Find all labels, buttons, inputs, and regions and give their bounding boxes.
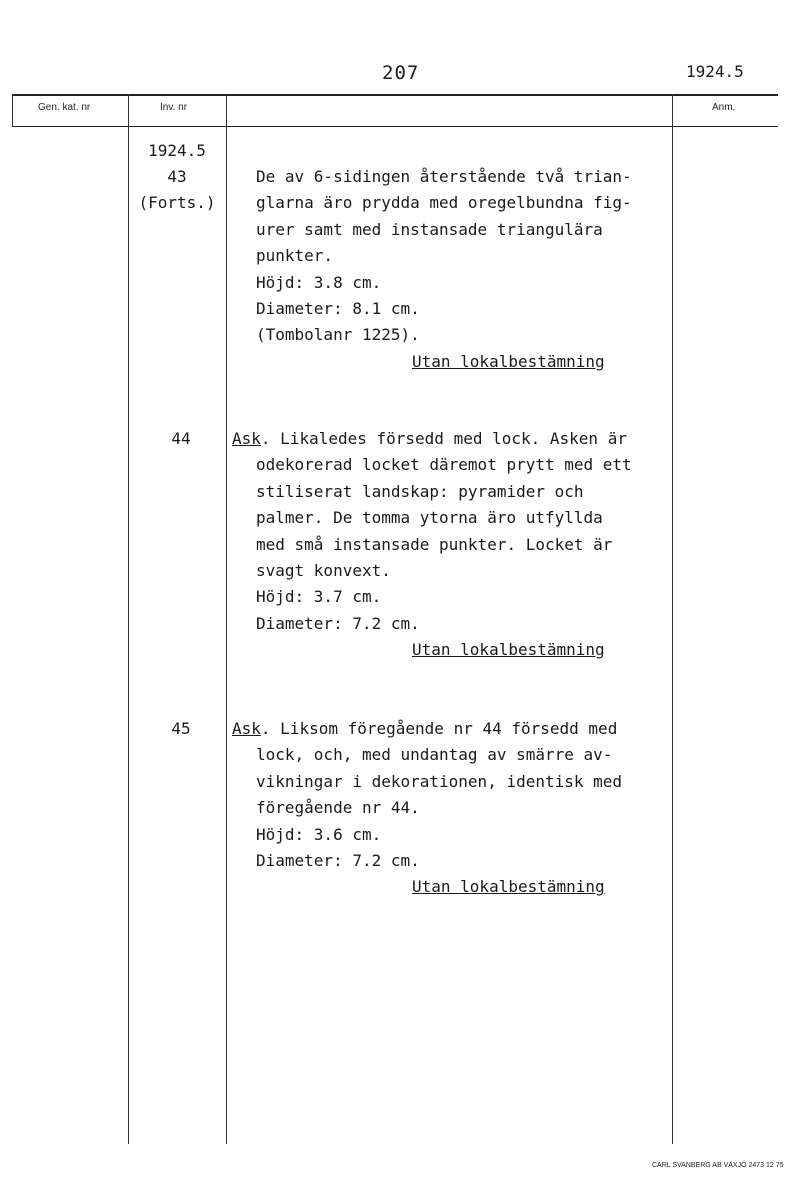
printer-imprint: CARL SVANBERG AB VÄXJÖ 2473 12 75 xyxy=(652,1162,784,1169)
entry-line: med små instansade punkter. Locket är xyxy=(256,534,613,554)
collection-id: 1924.5 xyxy=(686,62,744,81)
entry-line: Höjd: 3.6 cm. xyxy=(256,824,382,844)
column-divider-inv-text xyxy=(226,94,227,1144)
inv-number-45 xyxy=(132,716,230,742)
entry-first-line: . Likaledes försedd med lock. Asken är xyxy=(260,429,627,448)
entry-line: Diameter: 8.1 cm. xyxy=(256,299,420,319)
inv-line: 45 xyxy=(171,719,191,738)
entry-line: Höjd: 3.7 cm. xyxy=(256,587,382,607)
entry-line: glarna äro prydda med oregelbundna fig- xyxy=(256,193,632,213)
entry-line: Diameter: 7.2 cm. xyxy=(256,613,420,633)
entry-line: (Tombolanr 1225). xyxy=(256,325,420,345)
entry-43-text xyxy=(232,164,682,375)
entry-45-text xyxy=(232,716,682,901)
inv-number-44 xyxy=(132,426,230,452)
location-note: Utan lokalbestämning xyxy=(412,640,605,660)
inv-line: 1924.5 xyxy=(148,141,206,160)
entry-line: palmer. De tomma ytorna äro utfyllda xyxy=(256,508,603,528)
entry-first-line: . Liksom föregående nr 44 försedd med xyxy=(260,719,618,738)
entry-title: Ask xyxy=(232,429,261,448)
column-divider-gen-inv xyxy=(128,94,129,1144)
page-number: 207 xyxy=(382,62,420,84)
entry-44-text xyxy=(232,426,682,664)
inv-number-43 xyxy=(128,138,226,216)
column-divider-left-edge xyxy=(12,94,13,127)
entry-line: föregående nr 44. xyxy=(256,798,420,818)
entry-line: Diameter: 7.2 cm. xyxy=(256,851,420,871)
entry-line: stiliserat landskap: pyramider och xyxy=(256,481,584,501)
location-note: Utan lokalbestämning xyxy=(412,877,605,897)
entry-line: urer samt med instansade triangulära xyxy=(256,219,603,239)
table-top-rule xyxy=(12,94,778,96)
entry-line: vikningar i dekorationen, identisk med xyxy=(256,771,623,791)
entry-line: De av 6-sidingen återstående två trian- xyxy=(256,167,632,186)
entry-line: lock, och, med undantag av smärre av- xyxy=(256,745,613,765)
column-header-inv: Inv. nr xyxy=(160,102,188,113)
header-bottom-rule xyxy=(12,126,778,127)
inv-line: 44 xyxy=(171,429,191,448)
entry-line: svagt konvext. xyxy=(256,561,391,581)
column-header-gen-kat: Gen. kat. nr xyxy=(38,102,91,113)
entry-line: punkter. xyxy=(256,246,334,266)
location-note: Utan lokalbestämning xyxy=(412,351,605,371)
entry-title: Ask xyxy=(232,719,261,738)
entry-line: odekorerad locket däremot prytt med ett xyxy=(256,455,632,475)
entry-line: Höjd: 3.8 cm. xyxy=(256,272,382,292)
inv-line: (Forts.) xyxy=(138,193,216,212)
inv-line: 43 xyxy=(167,167,187,186)
column-header-anm: Anm. xyxy=(712,102,736,113)
